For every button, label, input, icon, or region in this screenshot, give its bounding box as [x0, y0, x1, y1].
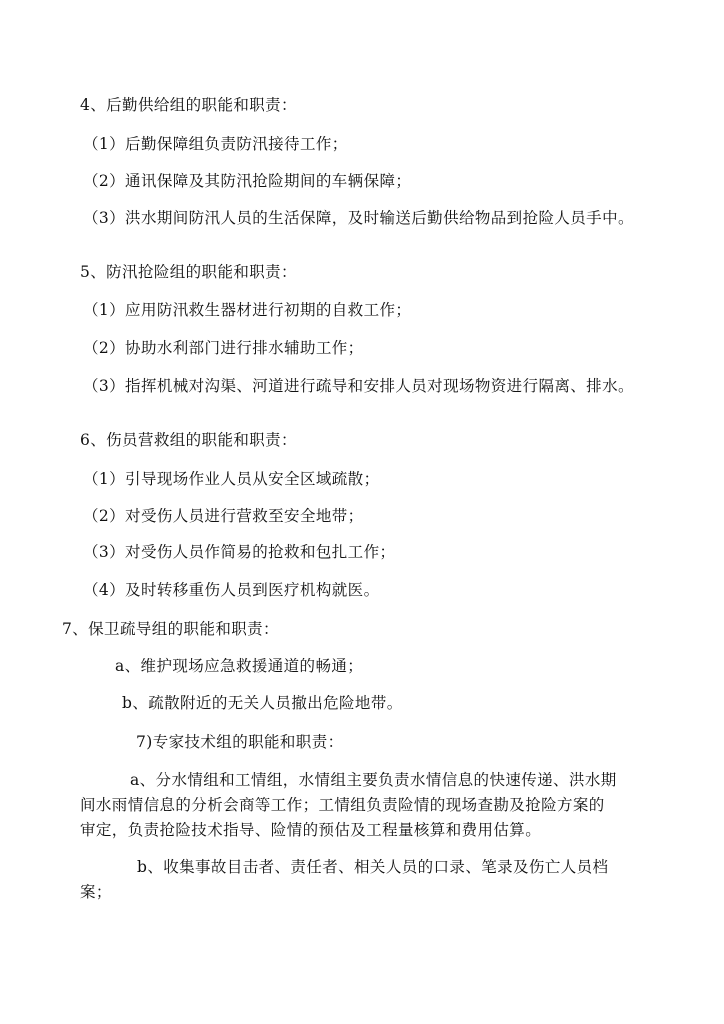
expert-para-a-line-2: 间水雨情信息的分析会商等工作；工情组负责险情的现场查勘及抢险方案的	[80, 796, 605, 814]
section-6-item-4: （4）及时转移重伤人员到医疗机构就医。	[83, 581, 380, 599]
section-expert-heading: 7)专家技术组的职能和职责：	[136, 733, 344, 751]
section-7-heading: 7、保卫疏导组的职能和职责：	[62, 620, 279, 638]
section-7-item-a: a、维护现场应急救援通道的畅通；	[115, 657, 364, 675]
expert-para-b-line-2: 案；	[80, 883, 112, 901]
section-6-item-3: （3）对受伤人员作简易的抢救和包扎工作；	[83, 543, 396, 561]
expert-para-b-line-1: b、收集事故目击者、责任者、相关人员的口录、笔录及伤亡人员档	[137, 858, 609, 876]
section-6-item-2: （2）对受伤人员进行营救至安全地带；	[83, 507, 364, 525]
expert-para-a-line-1: a、分水情组和工情组，水情组主要负责水情信息的快速传递、洪水期	[130, 771, 617, 789]
section-4-item-2: （2）通讯保障及其防汛抢险期间的车辆保障；	[83, 172, 412, 190]
section-4-heading: 4、后勤供给组的职能和职责：	[80, 96, 297, 114]
section-4-item-3: （3）洪水期间防汛人员的生活保障，及时输送后勤供给物品到抢险人员手中。	[83, 209, 634, 227]
expert-para-a-line-3: 审定，负责抢险技术指导、险情的预估及工程量核算和费用估算。	[80, 821, 542, 839]
section-6-item-1: （1）引导现场作业人员从安全区域疏散；	[83, 470, 380, 488]
section-5-item-3: （3）指挥机械对沟渠、河道进行疏导和安排人员对现场物资进行隔离、排水。	[83, 377, 634, 395]
section-5-item-1: （1）应用防汛救生器材进行初期的自救工作；	[83, 301, 412, 319]
section-6-heading: 6、伤员营救组的职能和职责：	[80, 431, 297, 449]
section-4-item-1: （1）后勤保障组负责防汛接待工作；	[83, 135, 348, 153]
section-5-item-2: （2）协助水利部门进行排水辅助工作；	[83, 339, 364, 357]
section-5-heading: 5、防汛抢险组的职能和职责：	[80, 263, 297, 281]
section-7-item-b: b、疏散附近的无关人员撤出危险地带。	[122, 694, 403, 712]
